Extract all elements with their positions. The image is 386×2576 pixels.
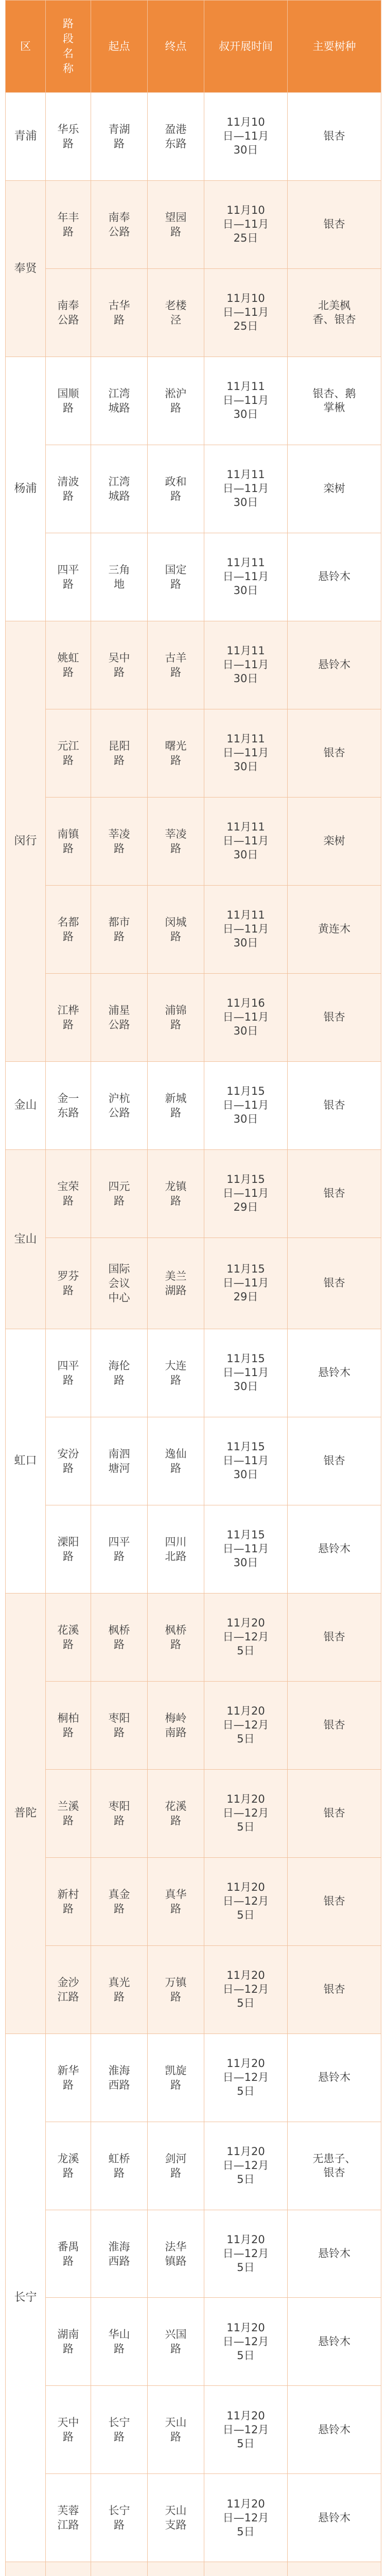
start-point-cell: 南泗塘河 xyxy=(91,1417,148,1505)
end-point-cell: 天山路 xyxy=(148,2386,204,2474)
district-cell: 宝山 xyxy=(6,1149,46,1329)
tree-species-cell: 银杏 xyxy=(288,1061,381,1149)
end-point-cell: 浦锦路 xyxy=(148,973,204,1061)
tree-species-cell: 栾树 xyxy=(288,797,381,885)
start-point-cell: 江湾城路 xyxy=(91,445,148,533)
start-point-cell: 沪杭公路 xyxy=(91,1061,148,1149)
period-cell: 11月20日—12月5日 xyxy=(204,1593,288,1681)
start-point-cell: 枫桥路 xyxy=(91,1593,148,1681)
road-name-cell: 国顺路 xyxy=(46,357,91,445)
table-row xyxy=(6,93,381,181)
start-point-cell: 淮海西路 xyxy=(91,2210,148,2298)
start-point-cell: 虹桥路 xyxy=(91,2122,148,2210)
table-row xyxy=(6,1857,381,1945)
road-name-cell: 江桦路 xyxy=(46,973,91,1061)
tree-species-cell: 悬铃木 xyxy=(288,621,381,709)
start-point-cell: 古华路 xyxy=(91,268,148,357)
road-name-cell: 兰溪路 xyxy=(46,1769,91,1857)
period-cell: 11月20日—12月5日 xyxy=(204,2386,288,2474)
end-point-cell: 望园路 xyxy=(148,180,204,268)
table-row xyxy=(6,180,381,268)
road-name-cell: 天中路 xyxy=(46,2386,91,2474)
end-point-cell: 法华镇路 xyxy=(148,2210,204,2298)
district-cell: 金山 xyxy=(6,1061,46,1149)
tree-species-cell: 北美枫香、银杏 xyxy=(288,268,381,357)
period-cell: 11月11日—11月30日 xyxy=(204,621,288,709)
table-row xyxy=(6,2033,381,2122)
start-point-cell: 青湖路 xyxy=(91,93,148,181)
table-row xyxy=(6,1061,381,1149)
table-row xyxy=(6,2122,381,2210)
table-row xyxy=(6,885,381,973)
table-row xyxy=(6,973,381,1061)
end-point-cell: 天山支路 xyxy=(148,2474,204,2562)
start-point-cell: 真金路 xyxy=(91,1857,148,1945)
end-point-cell: 政和路 xyxy=(148,445,204,533)
period-cell: 11月15日—11月29日 xyxy=(204,1238,288,1329)
period-cell: 11月10日—11月30日 xyxy=(204,93,288,181)
end-point-cell: 梅岭南路 xyxy=(148,1681,204,1769)
district-cell: 杨浦 xyxy=(6,357,46,621)
start-point-cell: 真光路 xyxy=(91,1945,148,2033)
end-point-cell: 兴国路 xyxy=(148,2298,204,2386)
period-cell: 11月11日—11月30日 xyxy=(204,797,288,885)
start-point-cell: 昆阳路 xyxy=(91,709,148,797)
table-row xyxy=(6,1238,381,1329)
table-row xyxy=(6,797,381,885)
period-cell: 11月11日—11月30日 xyxy=(204,885,288,973)
period-cell: 11月20日—12月5日 xyxy=(204,2298,288,2386)
start-point-cell: 四平路 xyxy=(91,1505,148,1593)
tree-species-cell: 悬铃木 xyxy=(288,2474,381,2562)
road-name-cell: 桐柏路 xyxy=(46,1681,91,1769)
tree-species-cell: 银杏 xyxy=(288,709,381,797)
tree-species-cell: 银杏 xyxy=(288,1945,381,2033)
start-point-cell: 江湾城路 xyxy=(91,357,148,445)
tree-species-cell xyxy=(288,2562,381,2576)
period-cell: 11月11日—11月30日 xyxy=(204,709,288,797)
period-cell xyxy=(204,2562,288,2576)
tree-species-cell: 栾树 xyxy=(288,445,381,533)
period-cell: 11月20日—12月5日 xyxy=(204,2033,288,2122)
table-row xyxy=(6,1149,381,1238)
road-name-cell: 金一东路 xyxy=(46,1061,91,1149)
end-point-cell: 曙光路 xyxy=(148,709,204,797)
tree-species-cell: 银杏 xyxy=(288,1857,381,1945)
tree-species-cell: 悬铃木 xyxy=(288,2386,381,2474)
period-cell: 11月10日—11月25日 xyxy=(204,268,288,357)
table-row xyxy=(6,533,381,621)
period-cell: 11月20日—12月5日 xyxy=(204,2122,288,2210)
tree-species-cell: 银杏 xyxy=(288,93,381,181)
road-name-cell: 新华路 xyxy=(46,2033,91,2122)
table-row xyxy=(6,1681,381,1769)
district-cell xyxy=(6,2562,46,2576)
tree-species-cell: 无患子、银杏 xyxy=(288,2122,381,2210)
tree-species-cell: 银杏 xyxy=(288,180,381,268)
table-row xyxy=(6,445,381,533)
tree-species-cell: 银杏 xyxy=(288,973,381,1061)
road-name-cell: 安汾路 xyxy=(46,1417,91,1505)
period-cell: 11月20日—12月5日 xyxy=(204,1681,288,1769)
header-end: 终点 xyxy=(148,1,204,93)
road-name-cell: 番禺路 xyxy=(46,2210,91,2298)
road-name-cell xyxy=(46,2562,91,2576)
autumn-leaves-road-table xyxy=(5,0,381,2576)
road-name-cell: 元江路 xyxy=(46,709,91,797)
road-name-cell: 四平路 xyxy=(46,533,91,621)
header-period: 叔开展时间 xyxy=(204,1,288,93)
table-row xyxy=(6,2210,381,2298)
tree-species-cell: 银杏 xyxy=(288,1417,381,1505)
road-name-cell: 花溪路 xyxy=(46,1593,91,1681)
road-name-cell: 宝荣路 xyxy=(46,1149,91,1238)
table-row xyxy=(6,2562,381,2576)
period-cell: 11月20日—12月5日 xyxy=(204,1945,288,2033)
tree-species-cell: 银杏 xyxy=(288,1149,381,1238)
road-name-cell: 溧阳路 xyxy=(46,1505,91,1593)
road-name-cell: 龙溪路 xyxy=(46,2122,91,2210)
start-point-cell: 海伦路 xyxy=(91,1329,148,1417)
tree-species-cell: 银杏 xyxy=(288,1238,381,1329)
table-body xyxy=(6,93,381,2576)
end-point-cell: 花溪路 xyxy=(148,1769,204,1857)
district-cell: 长宁 xyxy=(6,2033,46,2562)
header-start: 起点 xyxy=(91,1,148,93)
start-point-cell: 吴中路 xyxy=(91,621,148,709)
end-point-cell: 大连路 xyxy=(148,1329,204,1417)
start-point-cell: 淮海西路 xyxy=(91,2033,148,2122)
end-point-cell: 四川北路 xyxy=(148,1505,204,1593)
road-name-cell: 湖南路 xyxy=(46,2298,91,2386)
start-point-cell: 国际会议中心 xyxy=(91,1238,148,1329)
start-point-cell: 三角地 xyxy=(91,533,148,621)
period-cell: 11月15日—11月30日 xyxy=(204,1329,288,1417)
table-row xyxy=(6,2386,381,2474)
table-row xyxy=(6,1417,381,1505)
end-point-cell: 老楼泾 xyxy=(148,268,204,357)
start-point-cell xyxy=(91,2562,148,2576)
table-row xyxy=(6,268,381,357)
period-cell: 11月15日—11月30日 xyxy=(204,1417,288,1505)
tree-species-cell: 悬铃木 xyxy=(288,533,381,621)
start-point-cell: 长宁路 xyxy=(91,2474,148,2562)
district-cell: 虹口 xyxy=(6,1329,46,1593)
road-name-cell: 四平路 xyxy=(46,1329,91,1417)
road-name-cell: 名都路 xyxy=(46,885,91,973)
start-point-cell: 长宁路 xyxy=(91,2386,148,2474)
table-row xyxy=(6,357,381,445)
period-cell: 11月15日—11月29日 xyxy=(204,1149,288,1238)
table-row xyxy=(6,1945,381,2033)
period-cell: 11月15日—11月30日 xyxy=(204,1061,288,1149)
start-point-cell: 莘凌路 xyxy=(91,797,148,885)
period-cell: 11月11日—11月30日 xyxy=(204,445,288,533)
header-district: 区 xyxy=(6,1,46,93)
table-row xyxy=(6,2298,381,2386)
start-point-cell: 华山路 xyxy=(91,2298,148,2386)
end-point-cell: 国定路 xyxy=(148,533,204,621)
end-point-cell: 莘凌路 xyxy=(148,797,204,885)
tree-species-cell: 悬铃木 xyxy=(288,2298,381,2386)
period-cell: 11月15日—11月30日 xyxy=(204,1505,288,1593)
end-point-cell: 淞沪路 xyxy=(148,357,204,445)
road-name-cell: 南奉公路 xyxy=(46,268,91,357)
header-tree-species: 主要树种 xyxy=(288,1,381,93)
tree-species-cell: 银杏 xyxy=(288,1769,381,1857)
tree-species-cell: 悬铃木 xyxy=(288,1329,381,1417)
road-name-cell: 清波路 xyxy=(46,445,91,533)
road-name-cell: 罗芬路 xyxy=(46,1238,91,1329)
period-cell: 11月20日—12月5日 xyxy=(204,2210,288,2298)
road-name-cell: 新村路 xyxy=(46,1857,91,1945)
period-cell: 11月20日—12月5日 xyxy=(204,2474,288,2562)
period-cell: 11月11日—11月30日 xyxy=(204,357,288,445)
end-point-cell: 逸仙路 xyxy=(148,1417,204,1505)
district-cell: 青浦 xyxy=(6,93,46,181)
period-cell: 11月20日—12月5日 xyxy=(204,1857,288,1945)
tree-species-cell: 银杏 xyxy=(288,1681,381,1769)
header-road-name: 路段名称 xyxy=(46,1,91,93)
tree-species-cell: 银杏、鹅掌楸 xyxy=(288,357,381,445)
start-point-cell: 枣阳路 xyxy=(91,1681,148,1769)
road-name-cell: 年丰路 xyxy=(46,180,91,268)
header-row xyxy=(6,1,381,93)
end-point-cell: 凯旋路 xyxy=(148,2033,204,2122)
tree-species-cell: 银杏 xyxy=(288,1593,381,1681)
table-row xyxy=(6,1329,381,1417)
tree-species-cell: 悬铃木 xyxy=(288,2033,381,2122)
end-point-cell: 剑河路 xyxy=(148,2122,204,2210)
table-row xyxy=(6,1593,381,1681)
period-cell: 11月20日—12月5日 xyxy=(204,1769,288,1857)
table-row xyxy=(6,709,381,797)
start-point-cell: 枣阳路 xyxy=(91,1769,148,1857)
tree-species-cell: 悬铃木 xyxy=(288,2210,381,2298)
tree-species-cell: 黄连木 xyxy=(288,885,381,973)
start-point-cell: 南奉公路 xyxy=(91,180,148,268)
table-header xyxy=(6,1,381,93)
end-point-cell: 龙镇路 xyxy=(148,1149,204,1238)
end-point-cell: 美兰湖路 xyxy=(148,1238,204,1329)
period-cell: 11月16日—11月30日 xyxy=(204,973,288,1061)
end-point-cell: 真华路 xyxy=(148,1857,204,1945)
end-point-cell: 盈港东路 xyxy=(148,93,204,181)
district-cell: 奉贤 xyxy=(6,180,46,357)
table-row xyxy=(6,1769,381,1857)
road-name-cell: 华乐路 xyxy=(46,93,91,181)
start-point-cell: 四元路 xyxy=(91,1149,148,1238)
table-row xyxy=(6,621,381,709)
district-cell: 闵行 xyxy=(6,621,46,1061)
end-point-cell: 枫桥路 xyxy=(148,1593,204,1681)
period-cell: 11月10日—11月25日 xyxy=(204,180,288,268)
end-point-cell: 万镇路 xyxy=(148,1945,204,2033)
district-cell: 普陀 xyxy=(6,1593,46,2033)
road-name-cell: 芙蓉江路 xyxy=(46,2474,91,2562)
start-point-cell: 浦星公路 xyxy=(91,973,148,1061)
start-point-cell: 都市路 xyxy=(91,885,148,973)
road-name-cell: 南镇路 xyxy=(46,797,91,885)
end-point-cell xyxy=(148,2562,204,2576)
end-point-cell: 闵城路 xyxy=(148,885,204,973)
road-name-cell: 金沙江路 xyxy=(46,1945,91,2033)
road-name-cell: 姚虹路 xyxy=(46,621,91,709)
end-point-cell: 古羊路 xyxy=(148,621,204,709)
table-row xyxy=(6,2474,381,2562)
end-point-cell: 新城路 xyxy=(148,1061,204,1149)
period-cell: 11月11日—11月30日 xyxy=(204,533,288,621)
table-row xyxy=(6,1505,381,1593)
tree-species-cell: 悬铃木 xyxy=(288,1505,381,1593)
